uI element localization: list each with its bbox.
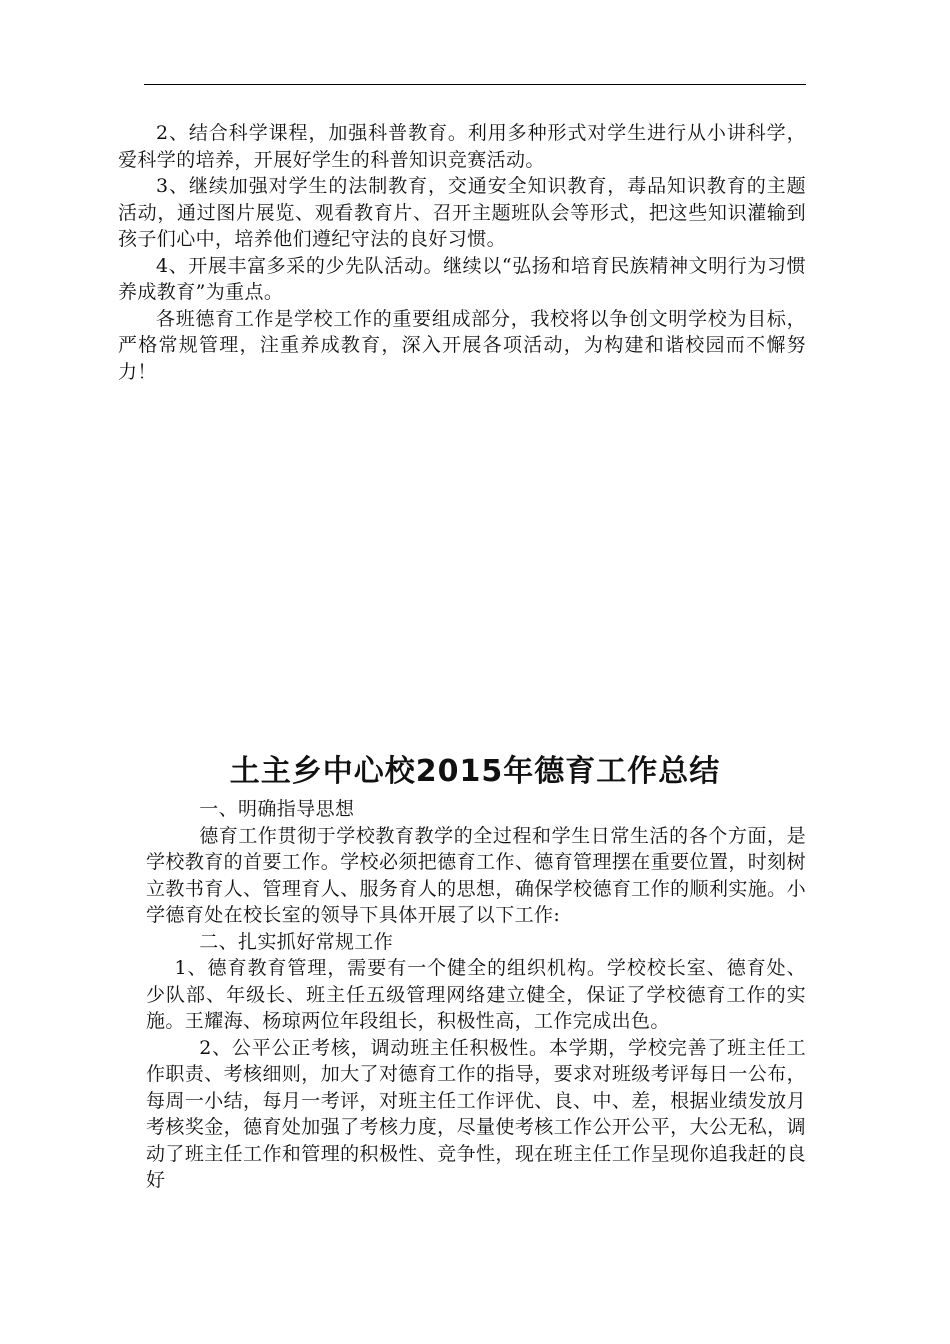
paragraph-guiding-thought: 德育工作贯彻于学校教育教学的全过程和学生日常生活的各个方面，是学校教育的首要工作。学校必须把德育工作、德育管理摆在重要位置，时刻树立教书育人、管理育人、服务育人的思想，确保学校德育工作的顺利实施。小学德育处在校长室的领导下具体开展了以下工作: [146, 824, 806, 926]
paragraph-item-assessment: 2、公平公正考核，调动班主任积极性。本学期，学校完善了班主任工作职责、考核细则，加大了对德育工作的指导，要求对班级考评每日一公布，每周一小结，每月一考评，对班主任工作评优、良、中、差，根据业绩发放月考核奖金，德育处加强了考核力度，尽量使考核工作公开公平，大公无私，调动了班主任工作和管理的积极性、竞争性，现在班主任工作呈现你追我赶的良好 [146, 1036, 806, 1191]
section-heading-guiding-thought: 一、明确指导思想 [199, 798, 355, 820]
paragraph-young-pioneers: 4、开展丰富多采的少先队活动。继续以“弘扬和培育民族精神文明行为习惯养成教育”为重点。 [118, 254, 806, 303]
paragraph-legal-education: 3、继续加强对学生的法制教育，交通安全知识教育，毒品知识教育的主题活动，通过图片展览、观看教育片、召开主题班队会等形式，把这些知识灌输到孩子们心中，培养他们遵纪守法的良好习惯。 [118, 175, 806, 250]
paragraph-conclusion: 各班德育工作是学校工作的重要组成部分，我校将以争创文明学校为目标，严格常规管理，注重养成教育，深入开展各项活动，为构建和谐校园而不懈努力！ [118, 307, 806, 383]
page-top-rule [144, 84, 806, 85]
page2-text-block [146, 796, 806, 1194]
paragraph-science-education: 2、结合科学课程，加强科普教育。利用多种形式对学生进行从小讲科学，爱科学的培养，开展好学生的科普知识竞赛活动。 [118, 122, 806, 171]
section-heading-routine-work: 二、扎实抓好常规工作 [199, 930, 394, 953]
document-title: 土主乡中心校2015年德育工作总结 [229, 754, 721, 789]
paragraph-item-management: 1、德育教育管理，需要有一个健全的组织机构。学校校长室、德育处、少队部、年级长、班主任五级管理网络建立健全，保证了学校德育工作的实施。王耀海、杨琼两位年段组长，积极性高，工作完成出色。 [146, 957, 806, 1032]
page1-text-block [118, 120, 806, 385]
